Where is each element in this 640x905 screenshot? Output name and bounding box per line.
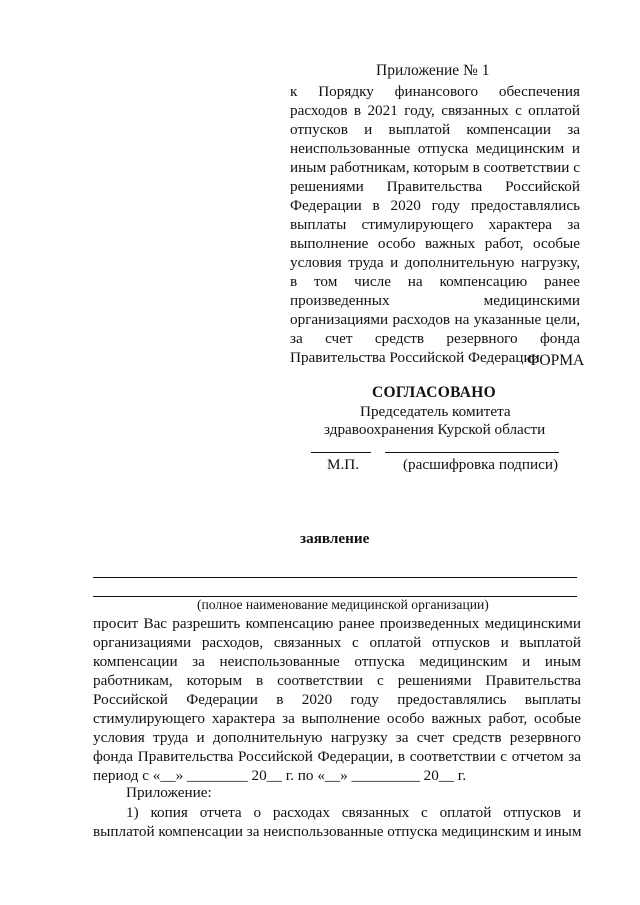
approval-position-line2: здравоохранения Курской области — [324, 421, 546, 438]
appendix-line: неиспользованные отпуска медицинским и — [290, 140, 580, 157]
approval-title: СОГЛАСОВАНО — [372, 384, 496, 401]
stamp-label: М.П. — [327, 456, 360, 473]
form-label: ФОРМА — [527, 352, 585, 369]
statement-line: фонда Правительства Российской Федерации, в соответствии с отчетом за — [93, 748, 581, 765]
approval-position-line1: Председатель комитета — [360, 403, 511, 420]
appendix-line: выполнение особо важных работ, особые — [290, 235, 580, 252]
appendix-line: Федерации в 2020 году предоставлялись — [290, 197, 580, 214]
appendix-line: к Порядку финансового обеспечения — [290, 83, 580, 100]
appendix-line: за счет средств резервного фонда — [290, 330, 580, 347]
signature-rule — [311, 452, 371, 453]
statement-line: стимулирующего характера за выполнение особо важных работ, особые — [93, 710, 581, 727]
statement-line: компенсации за неиспользованные отпуска медицинским и иным — [93, 653, 581, 670]
statement-line: Российской Федерации в 2020 году предоставлялись выплаты — [93, 691, 581, 708]
annex-item-line: 1) копия отчета о расходах связанных с оплатой отпусков и — [126, 804, 581, 821]
annex-item-line: выплатой компенсации за неиспользованные отпуска медицинским и иным — [93, 823, 582, 840]
statement-line: условия труда и дополнительную нагрузку за счет средств резервного — [93, 729, 581, 746]
appendix-line: произведенных медицинскими — [290, 292, 580, 309]
appendix-line: в том числе на компенсацию ранее — [290, 273, 580, 290]
signature-label: (расшифровка подписи) — [403, 456, 559, 473]
statement-period-line: период с «__» ________ 20__ г. по «__» _________ 20__ г. — [93, 767, 467, 784]
organization-caption: (полное наименование медицинской организации) — [197, 597, 489, 612]
appendix-line: отпусков и выплатой компенсации за — [290, 121, 580, 138]
statement-line: работникам, которым в соответствии с решениями Правительства — [93, 672, 581, 689]
statement-line: просит Вас разрешить компенсацию ранее произведенных медицинскими — [93, 615, 581, 632]
appendix-line: Правительства Российской Федерации — [290, 349, 540, 366]
appendix-title: Приложение № 1 — [376, 62, 490, 79]
statement-line: организациями расходов, связанных с оплатой отпусков и выплатой — [93, 634, 581, 651]
appendix-line: выплаты стимулирующего характера за — [290, 216, 580, 233]
appendix-line: иным работникам, которым в соответствии с — [290, 159, 580, 176]
signature-rule — [385, 452, 559, 453]
annex-title: Приложение: — [126, 784, 212, 801]
appendix-line: решениями Правительства Российской — [290, 178, 580, 195]
appendix-line: условия труда и дополнительную нагрузку, — [290, 254, 580, 271]
appendix-line: расходов в 2021 году, связанных с оплатой — [290, 102, 580, 119]
statement-title: заявление — [300, 530, 370, 547]
organization-name-rule — [93, 577, 577, 578]
appendix-line: организациями расходов на указанные цели, — [290, 311, 580, 328]
